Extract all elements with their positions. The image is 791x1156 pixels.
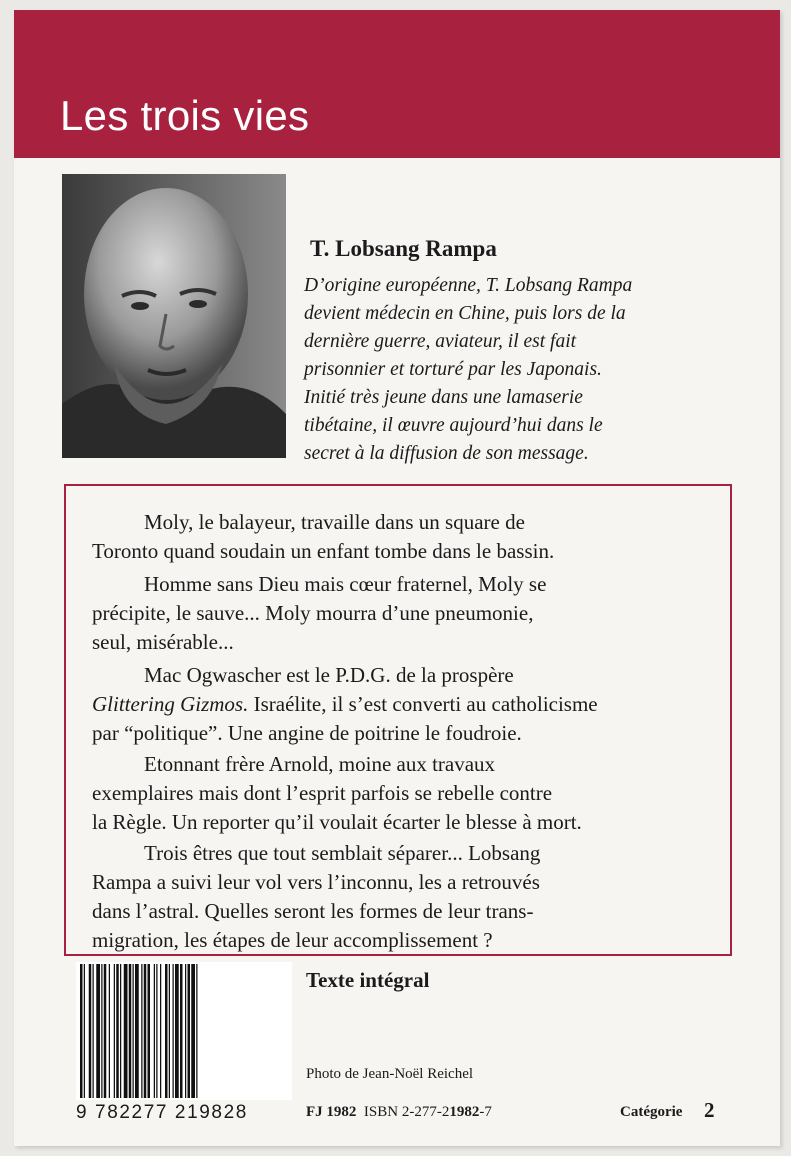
isbn-suffix: -7 bbox=[479, 1104, 492, 1120]
barcode-bar bbox=[154, 964, 155, 1098]
synopsis-line: Moly, le balayeur, travaille dans un square de bbox=[144, 510, 525, 534]
categorie-label: Catégorie bbox=[620, 1104, 683, 1120]
barcode-bar bbox=[84, 964, 85, 1098]
company-name: Glittering Gizmos. bbox=[92, 692, 249, 716]
barcode-bar bbox=[156, 964, 157, 1098]
synopsis-line: seul, misérable... bbox=[92, 630, 234, 654]
barcode-bar bbox=[165, 964, 168, 1098]
synopsis-line-rest: Israélite, il s’est converti au catholicisme bbox=[248, 692, 598, 716]
barcode-bar bbox=[129, 964, 132, 1098]
synopsis-line: migration, les étapes de leur accomplissement ? bbox=[92, 928, 493, 952]
barcode-bar bbox=[101, 964, 102, 1098]
synopsis-line: Etonnant frère Arnold, moine aux travaux bbox=[144, 752, 496, 776]
synopsis-paragraph-4 bbox=[92, 750, 732, 837]
barcode-bar bbox=[104, 964, 107, 1098]
synopsis-line: Toronto quand soudain un enfant tombe dans le bassin. bbox=[92, 539, 555, 563]
barcode-bar bbox=[141, 964, 142, 1098]
title-banner bbox=[14, 10, 780, 158]
barcode-bar bbox=[185, 964, 186, 1098]
barcode-bar bbox=[173, 964, 174, 1098]
barcode-bar bbox=[148, 964, 151, 1098]
synopsis-line: Rampa a suivi leur vol vers l’inconnu, les a retrouvés bbox=[92, 870, 540, 894]
barcode-bar bbox=[124, 964, 128, 1098]
barcode-bar bbox=[188, 964, 191, 1098]
barcode-bar bbox=[196, 964, 197, 1098]
barcode-bar bbox=[144, 964, 147, 1098]
synopsis-box bbox=[64, 484, 732, 956]
texte-integral-label: Texte intégral bbox=[306, 968, 430, 992]
barcode-bar bbox=[109, 964, 110, 1098]
synopsis-line: dans l’astral. Quelles seront les formes de leur trans- bbox=[92, 899, 534, 923]
barcode-number: 9 782277 219828 bbox=[76, 1102, 248, 1123]
author-name: T. Lobsang Rampa bbox=[310, 236, 497, 261]
synopsis-paragraph-1 bbox=[92, 508, 732, 566]
book-back-cover bbox=[14, 10, 780, 1146]
synopsis-paragraph-2 bbox=[92, 570, 732, 657]
author-bio: D’origine européenne, T. Lobsang Rampa devient médecin en Chine, puis lors de la dernière guerre, aviateur, il est fait prisonnier et torturé par les Japonais. Initié très jeune dans une lamaserie tibétaine, il œuvre aujourd’hui dans le secret à la diffusion de son message. bbox=[304, 275, 633, 464]
barcode-bar bbox=[169, 964, 170, 1098]
barcode-bar bbox=[191, 964, 195, 1098]
fj-code: FJ 1982 bbox=[306, 1104, 357, 1120]
synopsis-line: par “politique”. Une angine de poitrine le foudroie. bbox=[92, 721, 522, 745]
barcode-bar bbox=[93, 964, 94, 1098]
synopsis-paragraph-5 bbox=[92, 839, 732, 955]
author-photo bbox=[62, 174, 286, 458]
barcode-bar bbox=[80, 964, 83, 1098]
photo-credit: Photo de Jean-Noël Reichel bbox=[306, 1066, 474, 1082]
barcode-bar bbox=[96, 964, 100, 1098]
synopsis-paragraph-3 bbox=[92, 661, 732, 748]
barcode-bar bbox=[180, 964, 183, 1098]
barcode-bar bbox=[175, 964, 179, 1098]
synopsis-line: Mac Ogwascher est le P.D.G. de la prospère bbox=[144, 663, 514, 687]
synopsis-line: Trois êtres que tout semblait séparer... Lobsang bbox=[144, 841, 541, 865]
barcode-bar bbox=[120, 964, 121, 1098]
book-title: Les trois vies bbox=[60, 92, 310, 139]
barcode-bar bbox=[135, 964, 139, 1098]
barcode-bar bbox=[114, 964, 115, 1098]
synopsis-line: la Règle. Un reporter qu’il voulait écarter le blesse à mort. bbox=[92, 810, 582, 834]
isbn-bold: 1982 bbox=[449, 1104, 480, 1120]
synopsis-line: exemplaires mais dont l’esprit parfois se rebelle contre bbox=[92, 781, 553, 805]
synopsis-line: précipite, le sauve... Moly mourra d’une pneumonie, bbox=[92, 601, 534, 625]
categorie-value: 2 bbox=[704, 1098, 715, 1122]
isbn-prefix: ISBN 2-277-2 bbox=[363, 1104, 450, 1120]
barcode-bar bbox=[116, 964, 119, 1098]
barcode bbox=[76, 962, 292, 1100]
isbn-line bbox=[306, 1104, 492, 1121]
synopsis-line bbox=[92, 690, 732, 719]
barcode-bar bbox=[160, 964, 161, 1098]
barcode-bar bbox=[89, 964, 92, 1098]
synopsis-line: Homme sans Dieu mais cœur fraternel, Moly se bbox=[144, 572, 547, 596]
barcode-bar bbox=[133, 964, 134, 1098]
